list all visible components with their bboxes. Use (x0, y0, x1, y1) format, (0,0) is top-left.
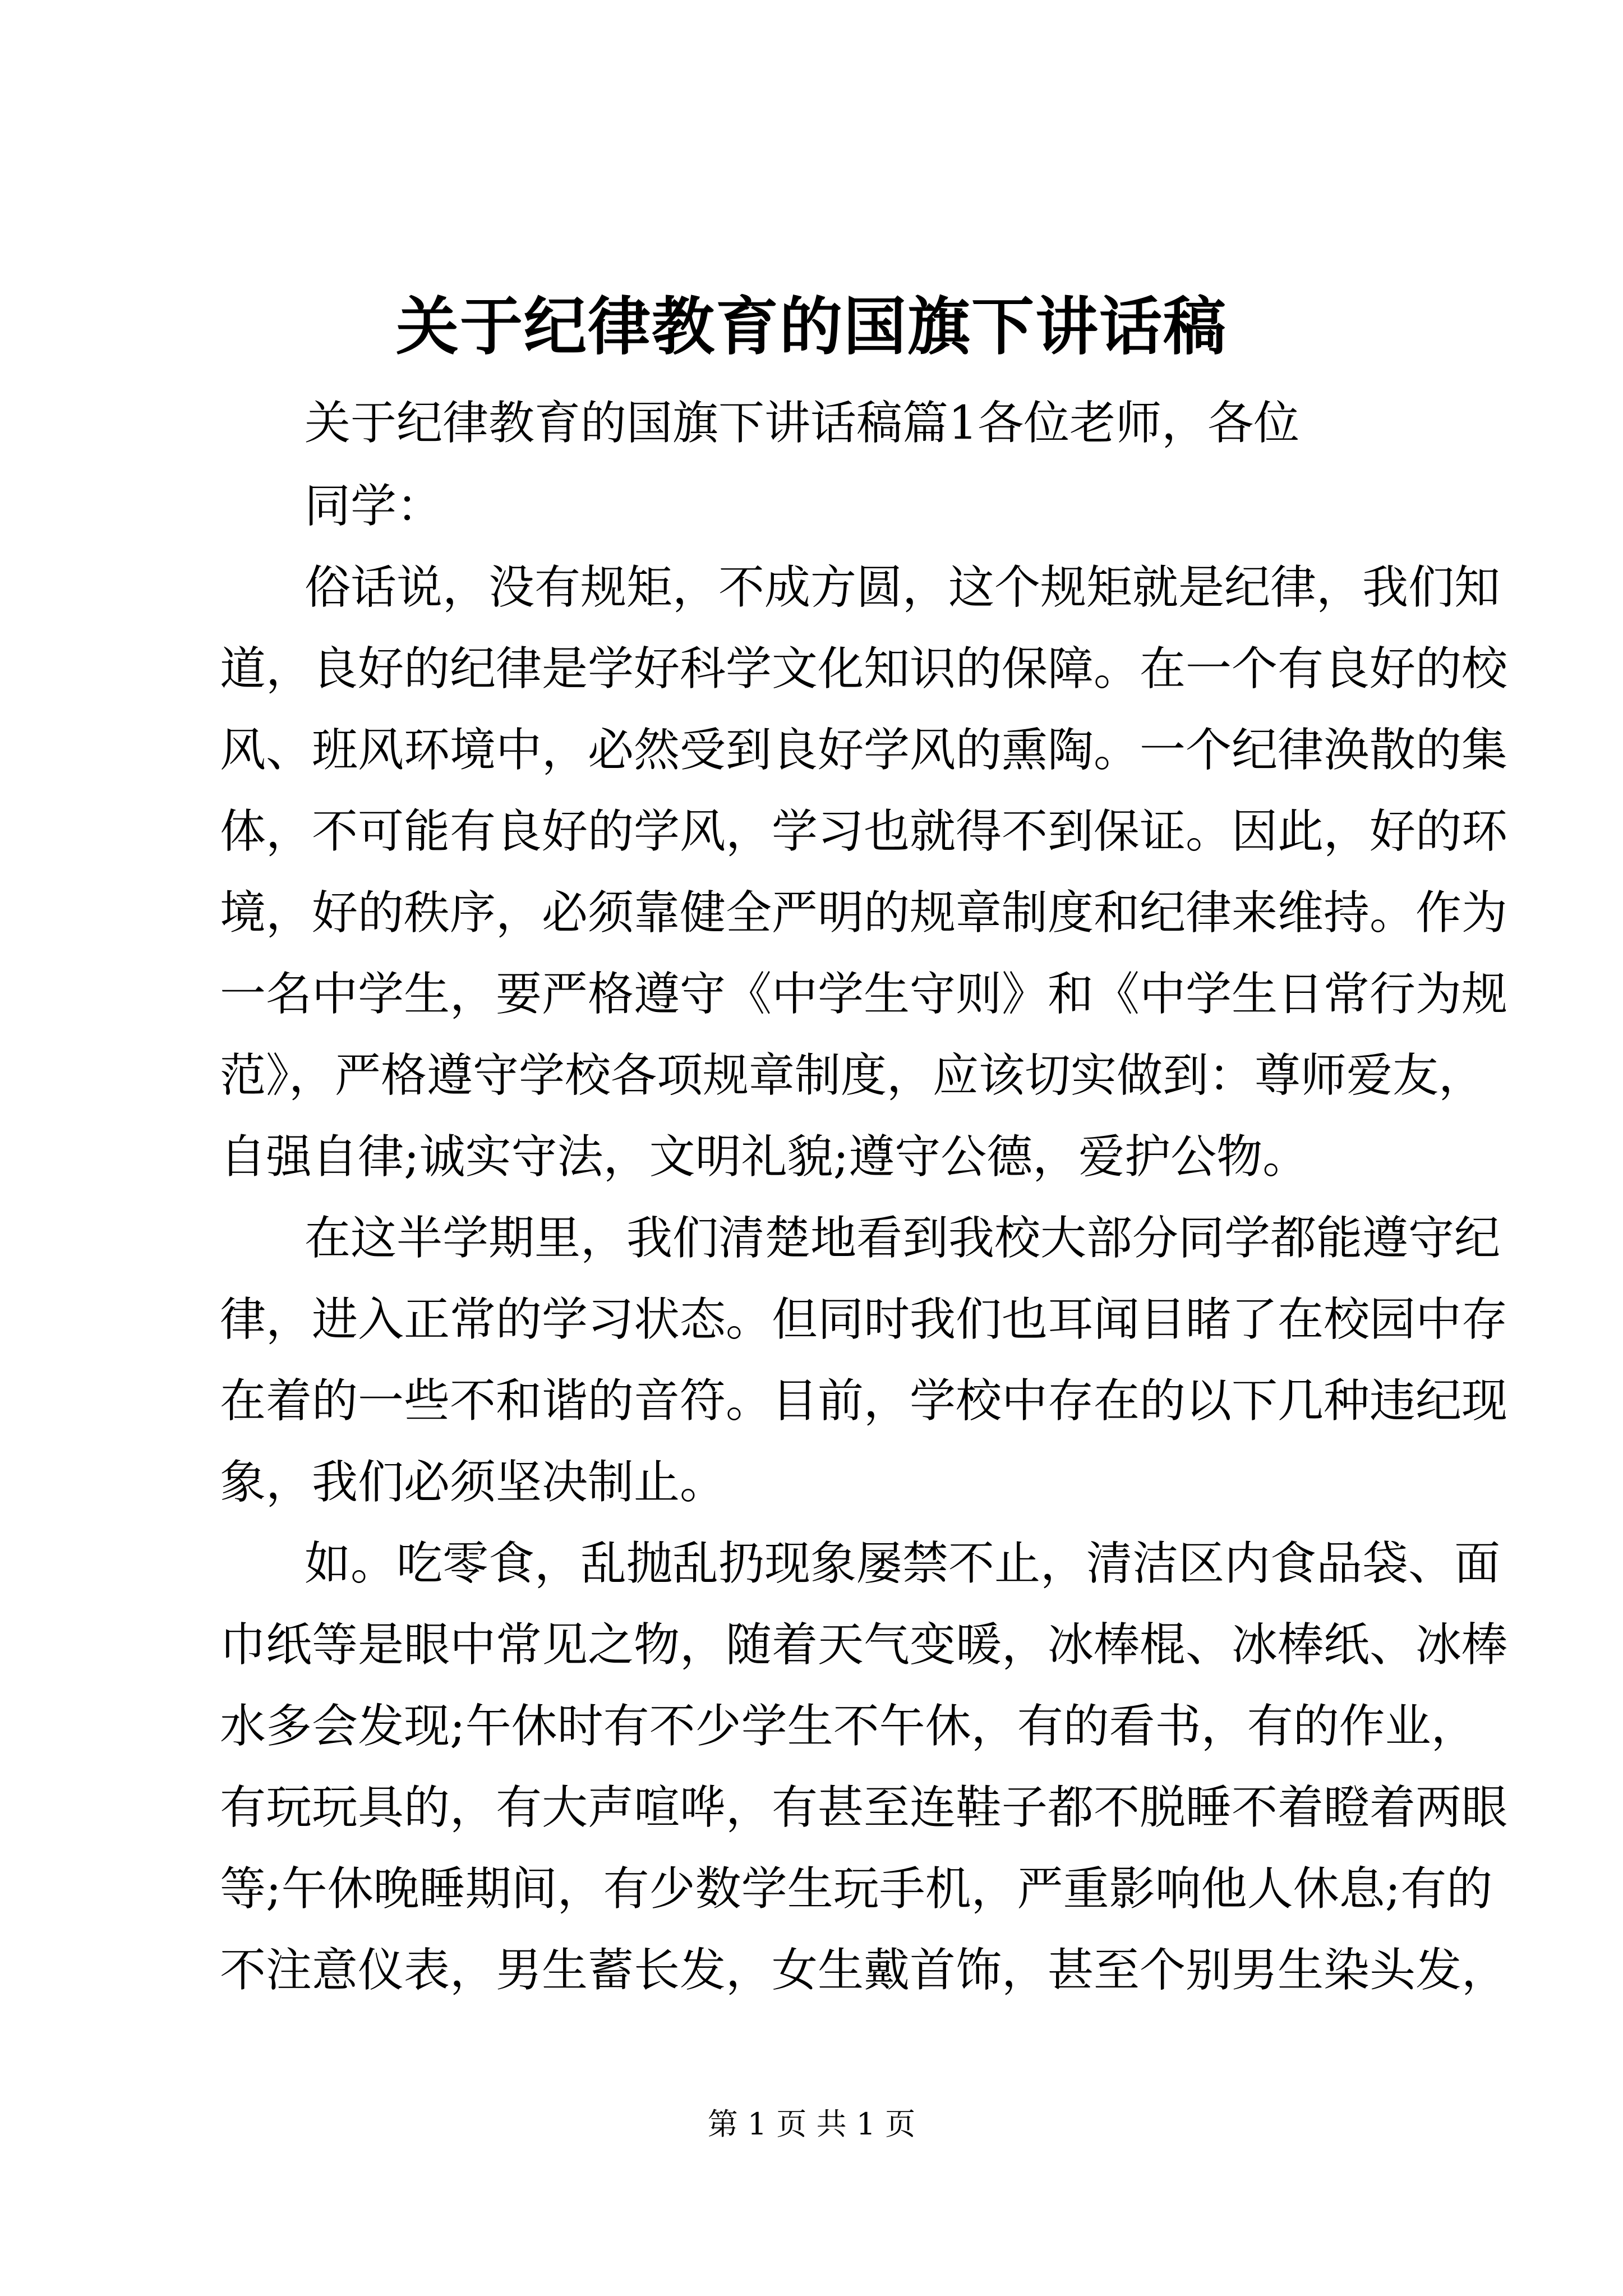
body-line: 俗话说，没有规矩，不成方圆，这个规矩就是纪律，我们知 (305, 561, 1501, 614)
body-line: 巾纸等是眼中常见之物，随着天气变暖，冰棒棍、冰棒纸、冰棒 (220, 1618, 1508, 1672)
body-line: 水多会发现;午休时有不少学生不午休，有的看书，有的作业， (220, 1700, 1477, 1753)
document-title: 关于纪律教育的国旗下讲话稿 (396, 290, 1227, 364)
body-line: 范》，严格遵守学校各项规章制度，应该切实做到：尊师爱友， (220, 1049, 1485, 1102)
body-line: 同学： (305, 480, 443, 533)
body-line: 不注意仪表，男生蓄长发，女生戴首饰，甚至个别男生染头发， (220, 1944, 1508, 1997)
body-line: 风、班风环境中，必然受到良好学风的熏陶。一个纪律涣散的集 (220, 724, 1508, 777)
body-line: 在着的一些不和谐的音符。目前，学校中存在的以下几种违纪现 (220, 1374, 1508, 1428)
body-line: 境，好的秩序，必须靠健全严明的规章制度和纪律来维持。作为 (220, 886, 1508, 940)
body-line: 关于纪律教育的国旗下讲话稿篇1各位老师，各位 (305, 397, 1300, 450)
body-line: 有玩玩具的，有大声喧哗，有甚至连鞋子都不脱睡不着瞪着两眼 (220, 1781, 1508, 1834)
body-line: 自强自律;诚实守法，文明礼貌;遵守公德，爱护公物。 (220, 1130, 1309, 1184)
body-line: 象，我们必须坚决制止。 (220, 1456, 726, 1509)
body-line: 如。吃零食，乱抛乱扔现象屡禁不止，清洁区内食品袋、面 (305, 1537, 1501, 1590)
body-line: 体，不可能有良好的学风，学习也就得不到保证。因此，好的环 (220, 805, 1508, 858)
body-line: 等;午休晚睡期间，有少数学生玩手机，严重影响他人休息;有的 (220, 1862, 1493, 1916)
page-number-footer: 第 1 页 共 1 页 (707, 2106, 916, 2142)
body-line: 道，良好的纪律是学好科学文化知识的保障。在一个有良好的校 (220, 642, 1508, 696)
body-line: 一名中学生，要严格遵守《中学生守则》和《中学生日常行为规 (220, 968, 1508, 1021)
body-line: 律，进入正常的学习状态。但同时我们也耳闻目睹了在校园中存 (220, 1293, 1508, 1346)
body-line: 在这半学期里，我们清楚地看到我校大部分同学都能遵守纪 (305, 1212, 1501, 1265)
